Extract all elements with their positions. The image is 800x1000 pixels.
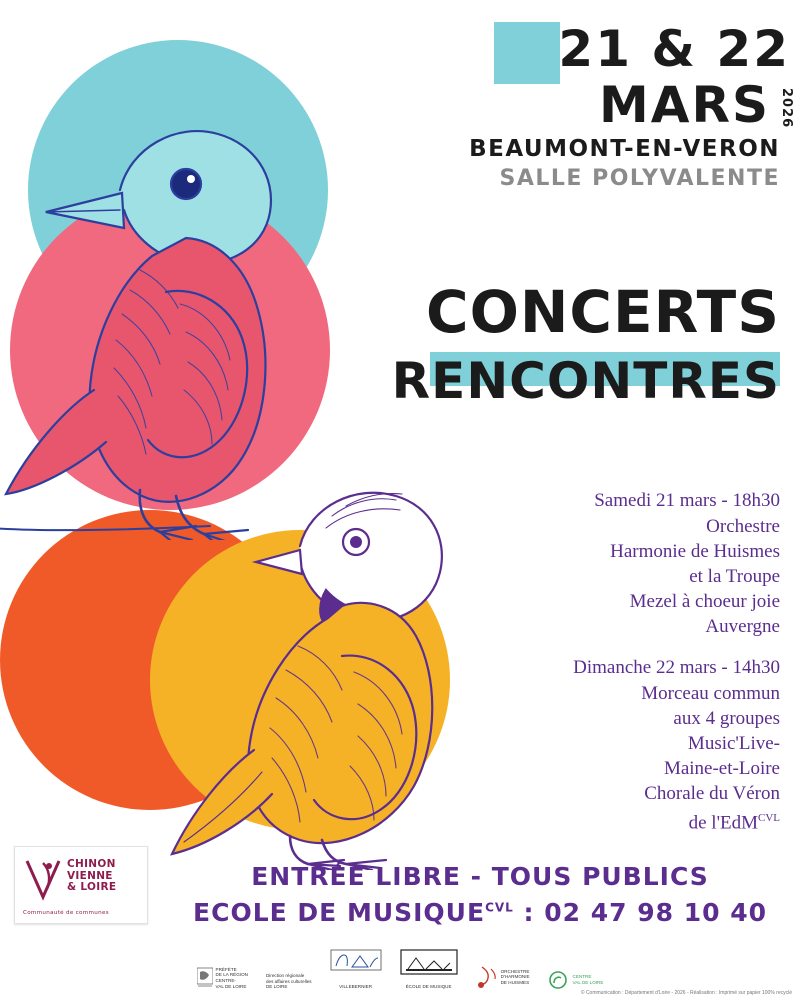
programme-day-1-heading: Samedi 21 mars - 18h30 xyxy=(594,490,780,511)
partner-centre-val-de-loire xyxy=(548,970,604,990)
programme-day-2-line: aux 4 groupes xyxy=(673,708,780,729)
partner-orchestre-label: ORCHESTRE D'HARMONIE DE HUISMES xyxy=(500,968,530,985)
school-contact-prefix: ECOLE DE MUSIQUE xyxy=(193,898,486,927)
chinon-logo-text xyxy=(67,859,116,894)
chinon-logo-mark xyxy=(23,857,63,901)
date-month-text: MARS xyxy=(599,76,770,134)
music-note-icon xyxy=(476,964,498,990)
programme-day-2-line: Maine-et-Loire xyxy=(663,758,780,779)
venue-hall-text: SALLE POLYVALENTE xyxy=(499,166,780,191)
programme-day-2-heading: Dimanche 22 mars - 14h30 xyxy=(573,657,780,678)
school-contact-phone: : 02 47 98 10 40 xyxy=(513,898,767,927)
credits-text: © Communication : Département d'Loire - 2026 - Réalisation : Imprimé sur papier 100% recyclé xyxy=(580,990,792,996)
school-contact-text xyxy=(170,898,790,927)
programme-day-2 xyxy=(340,657,780,835)
programme-day-2-line: Music'Live- xyxy=(687,733,780,754)
entry-info-text: ENTRÉE LIBRE - TOUS PUBLICS xyxy=(251,862,709,891)
venue-city-text: BEAUMONT-EN-VERON xyxy=(469,136,780,162)
programme-day-1-line: Orchestre xyxy=(706,516,780,537)
programme-day-2-line: Chorale du Véron xyxy=(644,783,780,804)
chinon-logo-subtitle: Communauté de communes xyxy=(23,910,109,916)
partner-orchestre-harmonie xyxy=(476,964,530,990)
school-contact-sup: CVL xyxy=(485,900,514,915)
programme-day-1-line: Harmonie de Huismes xyxy=(610,541,780,562)
date-day-text: 21 & 22 xyxy=(558,20,790,78)
partner-villebernier-label: VILLEBERNIER xyxy=(339,984,373,990)
partner-centre-label: CENTRE VAL DE LOIRE xyxy=(572,974,604,985)
title-line-2: RENCONTRES xyxy=(391,352,780,410)
partner-drac-label: Direction régionale des affaires culturelles DE LOIRE xyxy=(265,973,312,990)
programme-day-2-line-last xyxy=(340,806,780,835)
chinon-vienne-loire-logo xyxy=(14,846,148,924)
partner-drac xyxy=(266,973,312,990)
programme-day-2-sup: CVL xyxy=(758,812,780,824)
ecole-de-musique-logo-icon xyxy=(400,949,458,979)
partner-ecole-de-musique xyxy=(400,949,458,990)
programme-day-1-line: Mezel à choeur joie xyxy=(629,591,780,612)
date-year-text: 2026 xyxy=(779,88,794,129)
chinon-logo-line-3: & LOIRE xyxy=(67,881,117,893)
programme-day-2-line-last-text: de l'EdM xyxy=(688,812,758,834)
chinon-logo-line-2: VIENNE xyxy=(67,869,113,882)
programme-day-1 xyxy=(340,490,780,639)
programme-day-2-line: Morceau commun xyxy=(641,683,780,704)
marianne-icon xyxy=(197,966,213,990)
partner-ecole-label: ÉCOLE DE MUSIQUE xyxy=(405,984,452,990)
partner-prefet-label: PRÉFÈTE DE LA RÉGION CENTRE- VAL DE LOIRE xyxy=(215,966,248,989)
partner-prefet-region xyxy=(197,966,248,990)
programme-day-1-line: et la Troupe xyxy=(689,566,780,587)
programme-day-1-line: Auvergne xyxy=(705,616,780,637)
chinon-logo-line-1: CHINON xyxy=(67,858,116,870)
title-line-1: CONCERTS xyxy=(426,278,780,346)
villebernier-logo-icon xyxy=(330,949,382,979)
partner-logos-strip xyxy=(0,949,800,990)
partner-villebernier xyxy=(330,949,382,990)
centre-val-de-loire-icon xyxy=(548,970,570,990)
